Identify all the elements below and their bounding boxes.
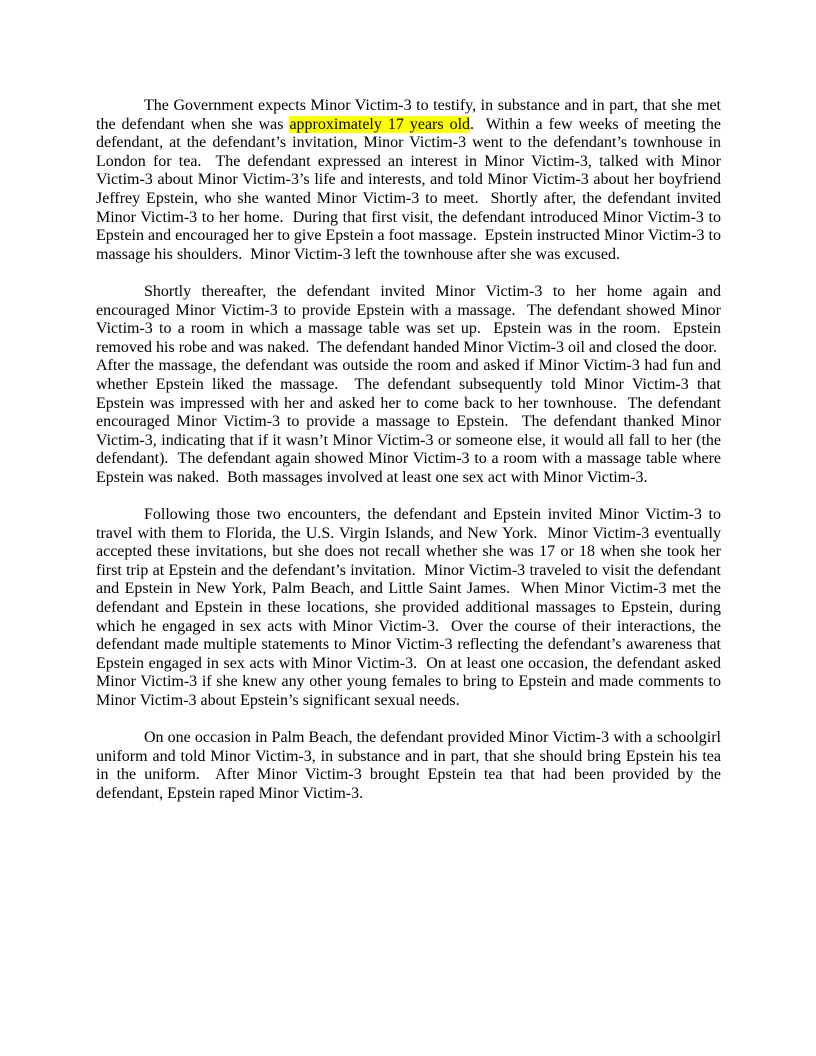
paragraph-1 [96,97,721,264]
paragraph-3: Following those two encounters, the defendant and Epstein invited Minor Victim-3 to travel with them to Florida, the U.S. Virgin Islands, and New York. Minor Victim-3 eventually accepted these invitations, but she does not recall whether she was 17 or 18 when she took her first trip at Epstein and the defendant’s invitation. Minor Victim-3 traveled to visit the defendant and Epstein in New York, Palm Beach, and Little Saint James. When Minor Victim-3 met the defendant and Epstein in these locations, she provided additional massages to Epstein, during which he engaged in sex acts with Minor Victim-3. Over the course of their interactions, the defendant made multiple statements to Minor Victim-3 reflecting the defendant’s awareness that Epstein engaged in sex acts with Minor Victim-3. On at least one occasion, the defendant asked Minor Victim-3 if she knew any other young females to bring to Epstein and made comments to Minor Victim-3 about Epstein’s significant sexual needs. [96,506,721,709]
document-body [96,97,721,804]
highlighted-phrase: approximately 17 years old [289,115,471,133]
paragraph-1-text-before-highlight: The Government expects Minor Victim-3 to testify, in substance and in part, that she met the defendant when she was [96,97,721,133]
paragraph-1-text-after-highlight: . Within a few weeks of meeting the defendant, at the defendant’s invitation, Minor Victim-3 went to the defendant’s townhouse in London for tea. The defendant expressed an interest in Minor Victim-3, talked with Minor Victim-3 about Minor Victim-3’s life and interests, and told Minor Victim-3 about her boyfriend Jeffrey Epstein, who she wanted Minor Victim-3 to meet. Shortly after, the defendant invited Minor Victim-3 to her home. During that first visit, the defendant introduced Minor Victim-3 to Epstein and encouraged her to give Epstein a foot massage. Epstein instructed Minor Victim-3 to massage his shoulders. Minor Victim-3 left the townhouse after she was excused. [96,115,721,263]
paragraph-4: On one occasion in Palm Beach, the defendant provided Minor Victim-3 with a schoolgirl uniform and told Minor Victim-3, in substance and in part, that she should bring Epstein his tea in the uniform. After Minor Victim-3 brought Epstein tea that had been provided by the defendant, Epstein raped Minor Victim-3. [96,729,721,802]
paragraph-2: Shortly thereafter, the defendant invited Minor Victim-3 to her home again and encouraged Minor Victim-3 to provide Epstein with a massage. The defendant showed Minor Victim-3 to a room in which a massage table was set up. Epstein was in the room. Epstein removed his robe and was naked. The defendant handed Minor Victim-3 oil and closed the door. After the massage, the defendant was outside the room and asked if Minor Victim-3 had fun and whether Epstein liked the massage. The defendant subsequently told Minor Victim-3 that Epstein was impressed with her and asked her to come back to her townhouse. The defendant encouraged Minor Victim-3 to provide a massage to Epstein. The defendant thanked Minor Victim-3, indicating that if it wasn’t Minor Victim-3 or someone else, it would all fall to her (the defendant). The defendant again showed Minor Victim-3 to a room with a massage table where Epstein was naked. Both massages involved at least one sex act with Minor Victim-3. [96,282,721,486]
